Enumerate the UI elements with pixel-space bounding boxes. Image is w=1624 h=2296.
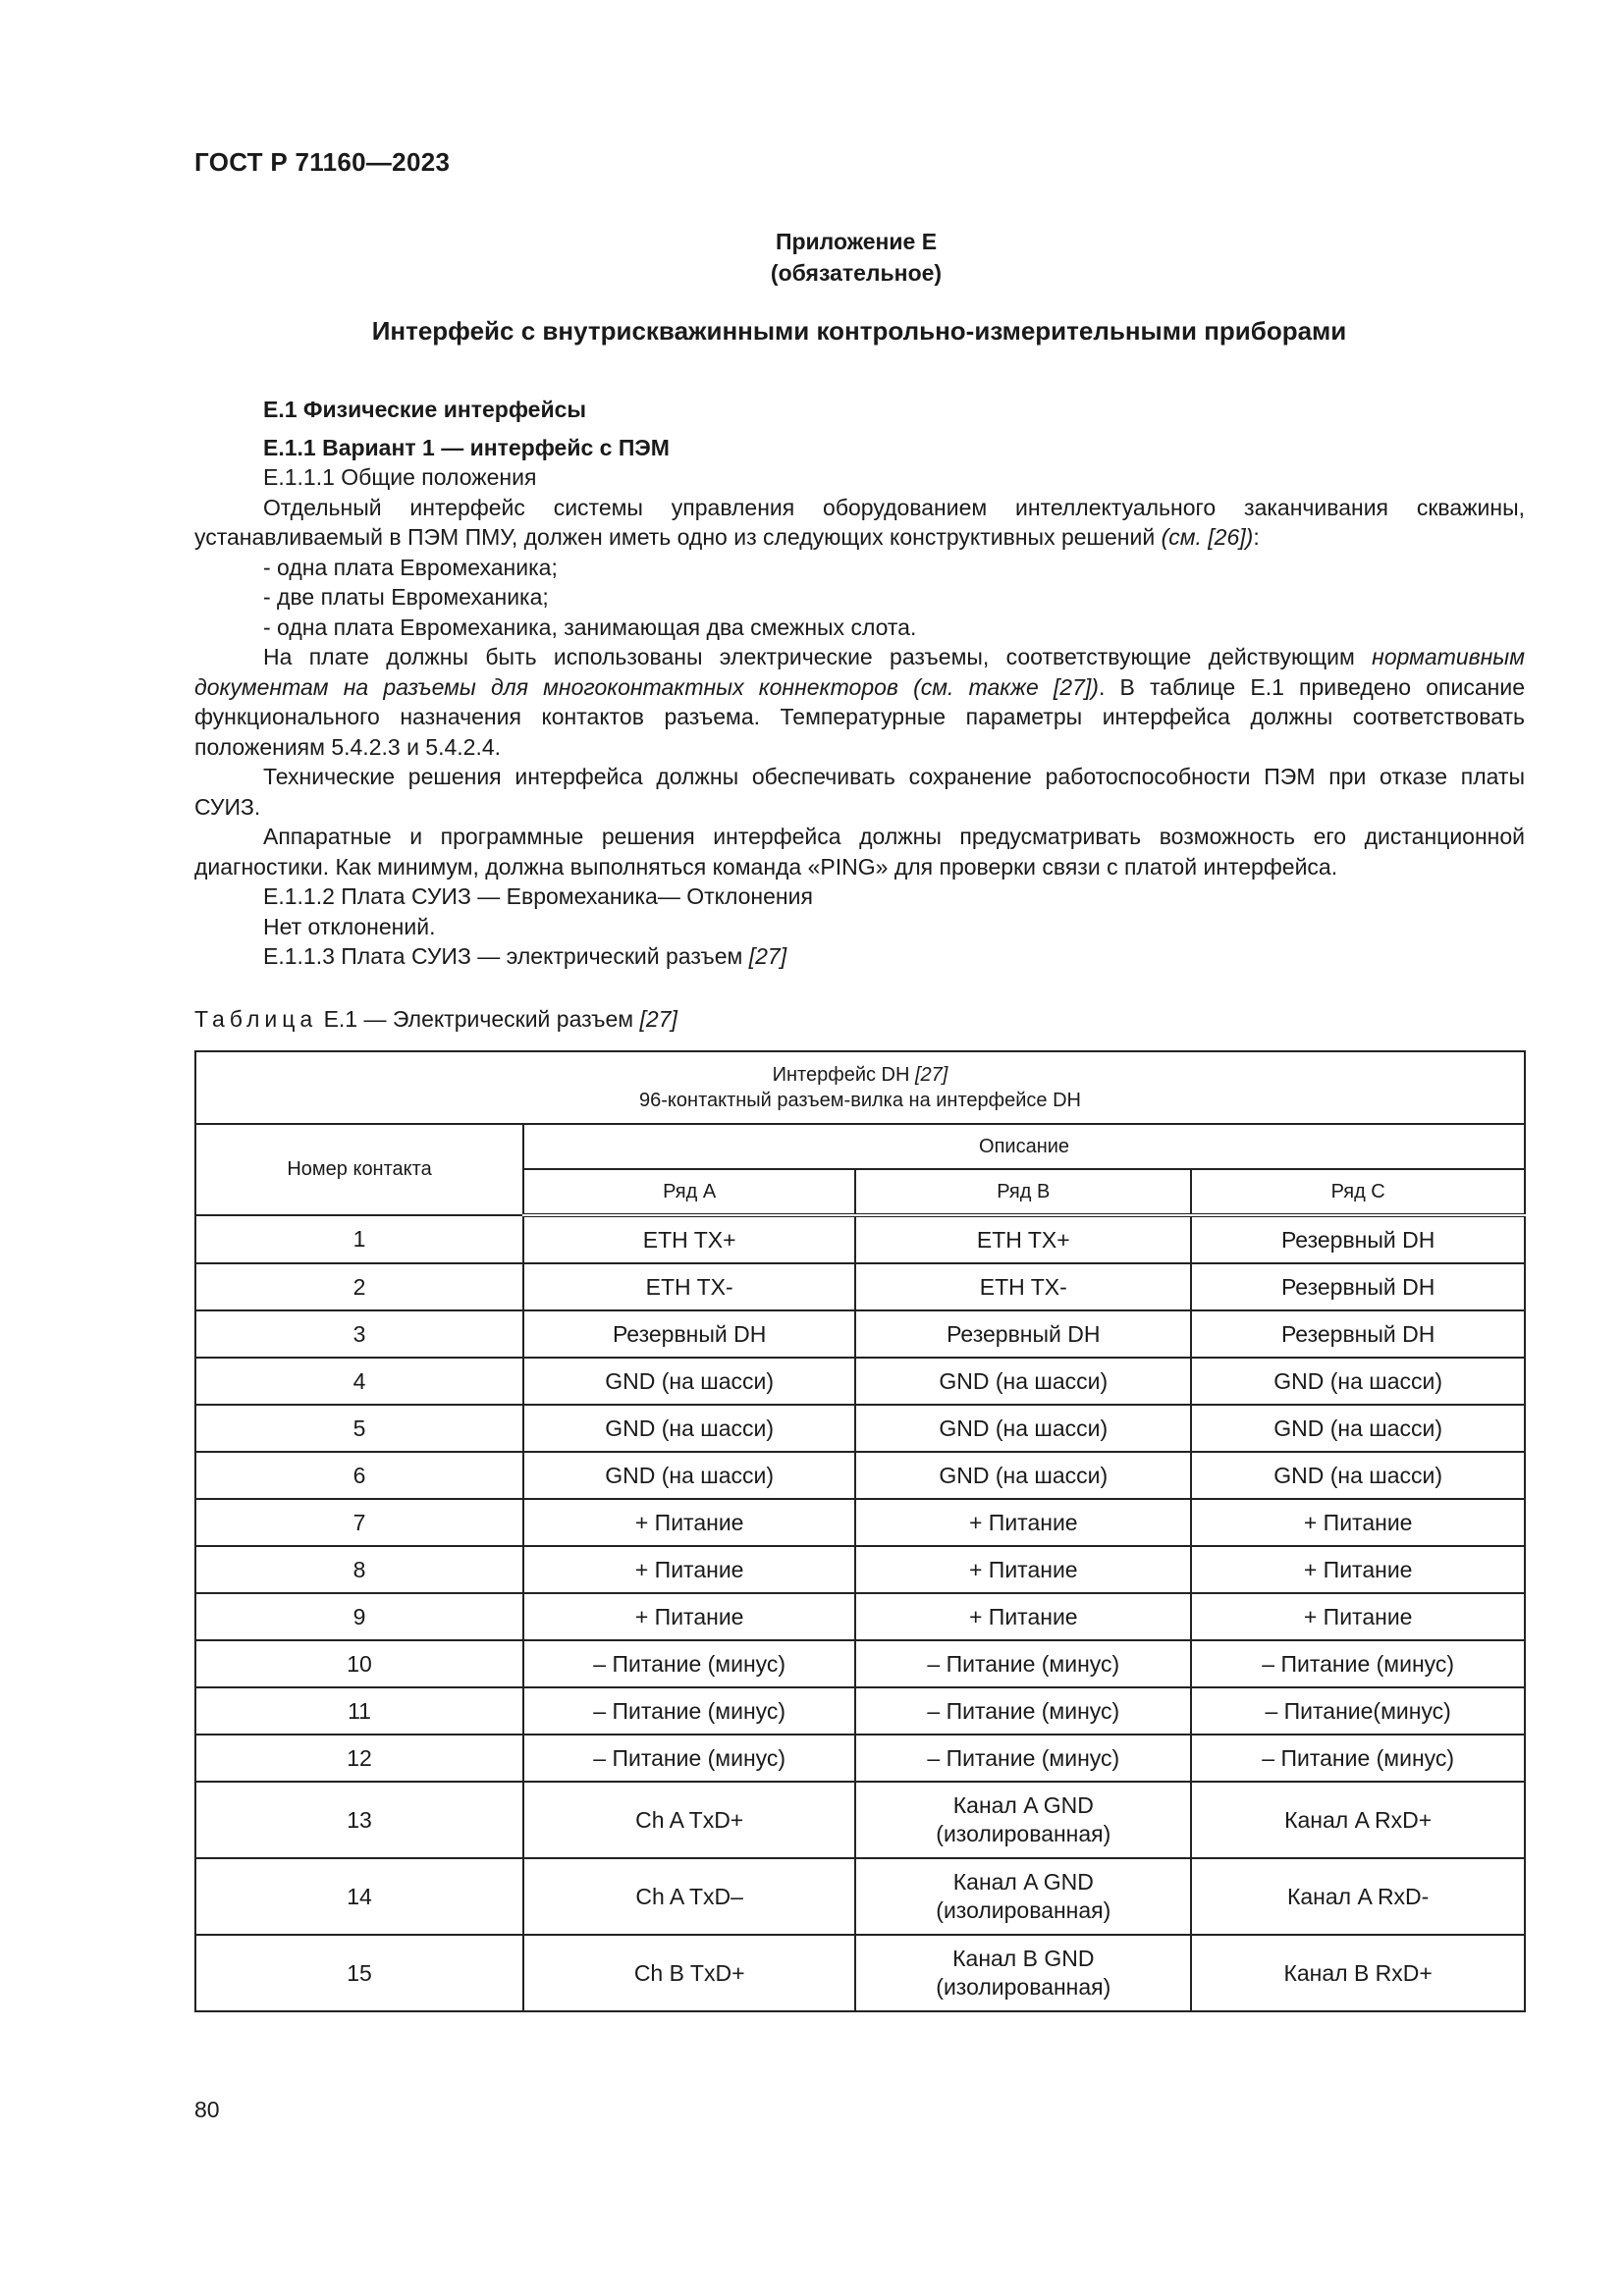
row-c-cell: Резервный DH <box>1191 1263 1525 1310</box>
row-b-cell: GND (на шасси) <box>855 1405 1191 1452</box>
row-c-cell: Резервный DH <box>1191 1310 1525 1358</box>
annex-title-block <box>0 226 1624 289</box>
page-number: 80 <box>194 2097 220 2122</box>
row-a-cell: + Питание <box>523 1546 855 1593</box>
row-a-cell: – Питание (минус) <box>523 1640 855 1687</box>
row-b-cell: – Питание (минус) <box>855 1640 1191 1687</box>
row-a-cell: + Питание <box>523 1499 855 1546</box>
annex-status: (обязательное) <box>770 260 943 286</box>
annex-title: Приложение Е <box>775 229 938 254</box>
table-row <box>195 1735 1525 1782</box>
table-row <box>195 1263 1525 1310</box>
row-c-cell: + Питание <box>1191 1593 1525 1640</box>
table-row <box>195 1358 1525 1405</box>
document-code: ГОСТ Р 71160—2023 <box>194 147 451 177</box>
body-text <box>194 395 1525 972</box>
section-text-e112: Нет отклонений. <box>263 913 436 939</box>
row-a-cell: GND (на шасси) <box>523 1405 855 1452</box>
contact-number: 10 <box>195 1640 523 1687</box>
contact-number: 7 <box>195 1499 523 1546</box>
row-c-cell: + Питание <box>1191 1499 1525 1546</box>
contact-number: 9 <box>195 1593 523 1640</box>
list-item: - одна плата Евромеханика, занимающая два смежных слота. <box>263 614 917 640</box>
contact-number: 3 <box>195 1310 523 1358</box>
row-b-cell: + Питание <box>855 1593 1191 1640</box>
annex-heading: Интерфейс с внутрискважинными контрольно-измерительными приборами <box>371 316 1347 346</box>
row-a-cell: Ch A TxD+ <box>523 1782 855 1858</box>
row-a-cell: – Питание (минус) <box>523 1735 855 1782</box>
row-b-cell: + Питание <box>855 1546 1191 1593</box>
row-b-cell: Канал B GND (изолированная) <box>855 1935 1191 2011</box>
row-b-cell: – Питание (минус) <box>855 1687 1191 1735</box>
paragraph-4: Аппаратные и программные решения интерфейса должны предусматривать возможность его дистанционной диагностики. Как минимум, должна выполняться команда «PING» для проверки связи с платой интерфейса. <box>194 824 1525 880</box>
section-title-e113: Е.1.1.3 Плата СУИЗ — электрический разъем [27] <box>263 943 787 969</box>
list-item: - две платы Евромеханика; <box>263 584 549 610</box>
row-c-cell: Канал B RxD+ <box>1191 1935 1525 2011</box>
section-title-e112: Е.1.1.2 Плата СУИЗ — Евромеханика— Отклонения <box>263 883 813 909</box>
row-c-cell: + Питание <box>1191 1546 1525 1593</box>
row-b-cell: Канал A GND (изолированная) <box>855 1782 1191 1858</box>
connector-table <box>194 1050 1526 2012</box>
contact-number: 8 <box>195 1546 523 1593</box>
column-header-contact: Номер контакта <box>195 1124 523 1215</box>
table-row <box>195 1215 1525 1263</box>
paragraph-1: Отдельный интерфейс системы управления оборудованием интеллектуального заканчивания скважины, устанавливаемый в ПЭМ ПМУ, должен иметь одно из следующих конструктивных решений (см. [26]): <box>194 494 1525 550</box>
contact-number: 4 <box>195 1358 523 1405</box>
column-header-row-a: Ряд А <box>523 1169 855 1215</box>
column-header-row-b: Ряд В <box>855 1169 1191 1215</box>
row-b-cell: Резервный DH <box>855 1310 1191 1358</box>
row-a-cell: Ch B TxD+ <box>523 1935 855 2011</box>
reference-26: (см. [26]) <box>1161 524 1254 550</box>
row-a-cell: Ch A TxD– <box>523 1858 855 1935</box>
row-a-cell: GND (на шасси) <box>523 1452 855 1499</box>
row-c-cell: Канал A RxD+ <box>1191 1782 1525 1858</box>
table-row <box>195 1310 1525 1358</box>
row-c-cell: Резервный DH <box>1191 1215 1525 1263</box>
contact-number: 14 <box>195 1858 523 1935</box>
row-b-cell: ETH TX+ <box>855 1215 1191 1263</box>
table-row <box>195 1405 1525 1452</box>
contact-number: 5 <box>195 1405 523 1452</box>
row-a-cell: ETH TX+ <box>523 1215 855 1263</box>
table-row <box>195 1640 1525 1687</box>
row-c-cell: – Питание (минус) <box>1191 1735 1525 1782</box>
table-row <box>195 1858 1525 1935</box>
row-b-cell: GND (на шасси) <box>855 1358 1191 1405</box>
table-row <box>195 1782 1525 1858</box>
row-b-cell: Канал A GND (изолированная) <box>855 1858 1191 1935</box>
paragraph-3: Технические решения интерфейса должны обеспечивать сохранение работоспособности ПЭМ при отказе платы СУИЗ. <box>194 764 1525 820</box>
contact-number: 15 <box>195 1935 523 2011</box>
table-row <box>195 1546 1525 1593</box>
reference-27: нормативным документам на разъемы для многоконтактных коннекторов (см. также [27]) <box>194 644 1526 700</box>
contact-number: 2 <box>195 1263 523 1310</box>
column-header-description: Описание <box>523 1124 1525 1169</box>
section-title-e11: Е.1.1 Вариант 1 — интерфейс с ПЭМ <box>263 434 670 460</box>
row-c-cell: GND (на шасси) <box>1191 1405 1525 1452</box>
table-row <box>195 1935 1525 2011</box>
table-caption-text: Е.1 — Электрический разъем <box>323 1006 634 1032</box>
row-c-cell: GND (на шасси) <box>1191 1358 1525 1405</box>
table-caption-label: Таблица <box>194 1006 318 1032</box>
table-row <box>195 1452 1525 1499</box>
row-a-cell: GND (на шасси) <box>523 1358 855 1405</box>
row-c-cell: – Питание (минус) <box>1191 1640 1525 1687</box>
section-title-e1: Е.1 Физические интерфейсы <box>263 397 587 422</box>
row-c-cell: Канал A RxD- <box>1191 1858 1525 1935</box>
contact-number: 1 <box>195 1215 523 1263</box>
row-b-cell: + Питание <box>855 1499 1191 1546</box>
row-b-cell: – Питание (минус) <box>855 1735 1191 1782</box>
section-title-e111: Е.1.1.1 Общие положения <box>263 464 537 490</box>
contact-number: 11 <box>195 1687 523 1735</box>
table-caption-ref: [27] <box>639 1006 677 1032</box>
contact-number: 13 <box>195 1782 523 1858</box>
column-header-row-c: Ряд С <box>1191 1169 1525 1215</box>
contact-number: 6 <box>195 1452 523 1499</box>
row-a-cell: ETH TX- <box>523 1263 855 1310</box>
row-c-cell: GND (на шасси) <box>1191 1452 1525 1499</box>
row-a-cell: Резервный DH <box>523 1310 855 1358</box>
table-caption <box>194 1006 677 1033</box>
row-b-cell: ETH TX- <box>855 1263 1191 1310</box>
table-row <box>195 1687 1525 1735</box>
table-row <box>195 1499 1525 1546</box>
contact-number: 12 <box>195 1735 523 1782</box>
row-b-cell: GND (на шасси) <box>855 1452 1191 1499</box>
row-a-cell: + Питание <box>523 1593 855 1640</box>
list-item: - одна плата Евромеханика; <box>263 554 558 580</box>
table-title-cell: Интерфейс DH [27] 96-контактный разъем-вилка на интерфейсе DH <box>195 1051 1525 1124</box>
table-row <box>195 1593 1525 1640</box>
row-c-cell: – Питание(минус) <box>1191 1687 1525 1735</box>
paragraph-2: На плате должны быть использованы электрические разъемы, соответствующие действующим нормативным документам на разъемы для многоконтактных коннекторов (см. также [27]). В таблице Е.1 приведено описание функционального назначения контактов разъема. Температурные параметры интерфейса должны соответствовать положениям 5.4.2.3 и 5.4.2.4. <box>194 644 1526 760</box>
row-a-cell: – Питание (минус) <box>523 1687 855 1735</box>
